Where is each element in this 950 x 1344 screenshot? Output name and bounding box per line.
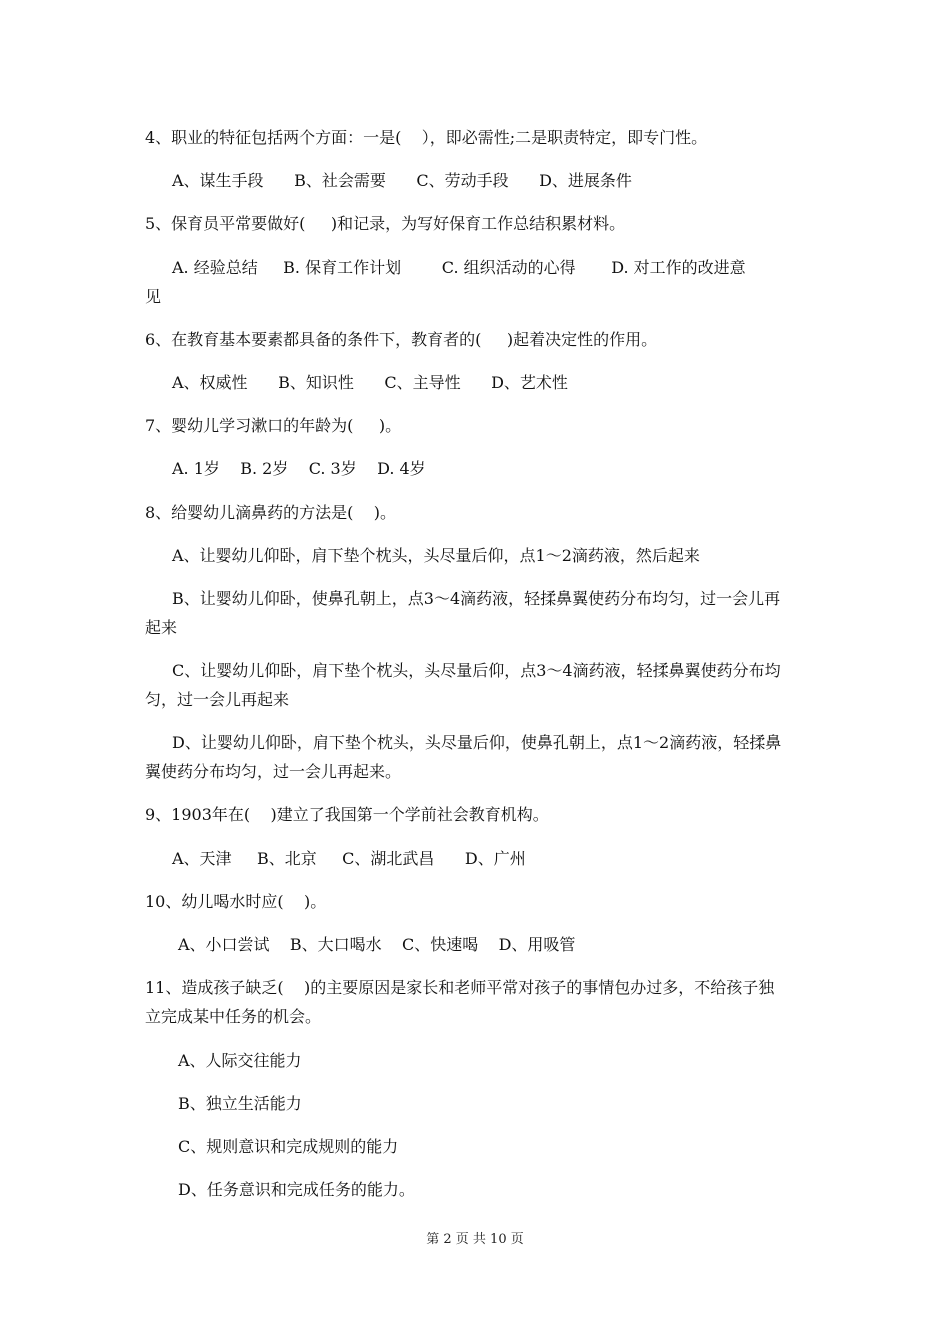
question-8-option-c: C、让婴幼儿仰卧，肩下垫个枕头，头尽量后仰，点3～4滴药液，轻揉鼻翼使药分布均	[172, 661, 781, 680]
question-5-options: A. 经验总结 B. 保育工作计划 C. 组织活动的心得 D. 对工作的改进意	[172, 258, 746, 277]
question-8-option-b-wrap: 起来	[145, 618, 178, 637]
question-11-option-d: D、任务意识和完成任务的能力。	[178, 1180, 415, 1199]
question-6-options: A、权威性 B、知识性 C、主导性 D、艺术性	[172, 373, 568, 392]
question-7-stem: 7、婴幼儿学习漱口的年龄为( )。	[145, 416, 402, 435]
question-11-option-c: C、规则意识和完成规则的能力	[178, 1137, 399, 1156]
question-10-options: A、小口尝试 B、大口喝水 C、快速喝 D、用吸管	[178, 935, 576, 954]
question-9-stem: 9、1903年在( )建立了我国第一个学前社会教育机构。	[145, 805, 549, 824]
question-4-stem: 4、职业的特征包括两个方面：一是( ），即必需性;二是职责特定，即专门性。	[145, 128, 708, 147]
question-8-option-a: A、让婴幼儿仰卧，肩下垫个枕头，头尽量后仰，点1～2滴药液，然后起来	[172, 546, 700, 565]
question-4-options: A、谋生手段 B、社会需要 C、劳动手段 D、进展条件	[172, 171, 632, 190]
question-5-stem: 5、保育员平常要做好( )和记录，为写好保育工作总结积累材料。	[145, 214, 626, 233]
page-number-footer: 第 2 页 共 10 页	[426, 1232, 524, 1247]
question-9-options: A、天津 B、北京 C、湖北武昌 D、广州	[172, 849, 526, 868]
question-8-option-c-wrap: 匀，过一会儿再起来	[145, 690, 290, 709]
question-5-options-wrap: 见	[145, 287, 162, 306]
question-11-option-b: B、独立生活能力	[178, 1094, 302, 1113]
question-8-option-d-wrap: 翼使药分布均匀，过一会儿再起来。	[145, 762, 402, 781]
question-11-option-a: A、人际交往能力	[178, 1051, 302, 1070]
question-8-option-b: B、让婴幼儿仰卧，使鼻孔朝上，点3～4滴药液，轻揉鼻翼使药分布均匀，过一会儿再	[172, 589, 781, 608]
question-8-option-d: D、让婴幼儿仰卧，肩下垫个枕头，头尽量后仰，使鼻孔朝上，点1～2滴药液，轻揉鼻	[172, 733, 782, 752]
question-10-stem: 10、幼儿喝水时应( )。	[145, 892, 327, 911]
question-7-options: A. 1岁 B. 2岁 C. 3岁 D. 4岁	[172, 459, 426, 478]
question-8-stem: 8、给婴幼儿滴鼻药的方法是( )。	[145, 503, 397, 522]
question-11-stem-wrap: 立完成某中任务的机会。	[145, 1007, 322, 1026]
question-11-stem: 11、造成孩子缺乏( )的主要原因是家长和老师平常对孩子的事情包办过多，不给孩子独	[145, 978, 775, 997]
question-6-stem: 6、在教育基本要素都具备的条件下，教育者的( )起着决定性的作用。	[145, 330, 658, 349]
